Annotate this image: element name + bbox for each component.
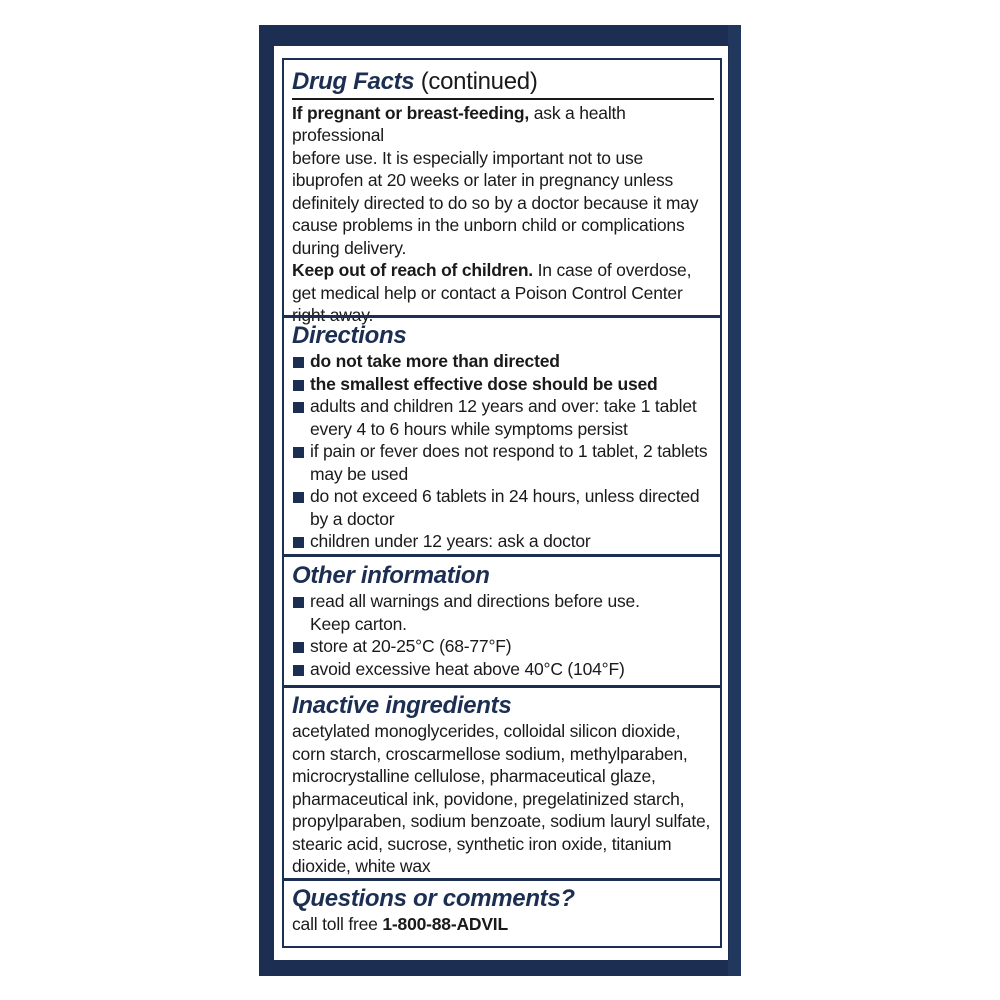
other-information-list — [292, 590, 712, 680]
list-item-text: store at 20-25°C (68-77°F) — [310, 636, 512, 656]
square-bullet-icon — [293, 537, 304, 548]
drug-facts-title-suffix: (continued) — [420, 68, 538, 95]
square-bullet-icon — [293, 642, 304, 653]
section-divider — [284, 685, 720, 688]
questions-text — [292, 913, 712, 936]
pregnancy-warning-line: during delivery. — [292, 237, 407, 258]
pregnancy-warning-line: ibuprofen at 20 weeks or later in pregnancy unless — [292, 170, 674, 190]
list-item-text: adults and children 12 years and over: take 1 tablet — [310, 396, 697, 416]
list-item — [292, 590, 712, 635]
ingredients-line: pharmaceutical ink, povidone, pregelatinized starch, — [292, 788, 685, 809]
list-item — [292, 530, 712, 553]
toll-free-phone: 1-800-88-ADVIL — [382, 914, 508, 934]
keep-out-warning-line: In case of overdose, — [532, 260, 692, 280]
drug-facts-section — [284, 68, 720, 327]
inactive-ingredients-text — [292, 720, 712, 878]
section-divider — [284, 554, 720, 557]
list-item-text: by a doctor — [310, 508, 395, 529]
ingredients-line: stearic acid, sucrose, synthetic iron oxide, titanium — [292, 833, 672, 854]
square-bullet-icon — [293, 597, 304, 608]
section-divider — [284, 315, 720, 318]
square-bullet-icon — [293, 492, 304, 503]
pregnancy-warning-line: cause problems in the unborn child or complications — [292, 215, 685, 235]
pregnancy-warning — [292, 102, 712, 260]
other-information-heading: Other information — [292, 562, 490, 589]
carton-edge — [728, 25, 741, 976]
inactive-ingredients-section — [284, 692, 720, 878]
list-item-text: read all warnings and directions before use. — [310, 591, 640, 611]
list-item-text: do not take more than directed — [310, 351, 560, 371]
keep-out-warning-lead: Keep out of reach of children. — [292, 260, 533, 280]
list-item — [292, 350, 712, 373]
keep-out-warning-line: get medical help or contact a Poison Control Center — [292, 282, 683, 303]
ingredients-line: microcrystalline cellulose, pharmaceutical glaze, — [292, 766, 656, 786]
pregnancy-warning-line: ask a health professional — [292, 102, 626, 145]
directions-section — [284, 322, 720, 553]
list-item-text: children under 12 years: ask a doctor — [310, 531, 591, 551]
list-item-text: avoid excessive heat above 40°C (104°F) — [310, 658, 625, 679]
ingredients-line: acetylated monoglycerides, colloidal silicon dioxide, — [292, 721, 681, 741]
questions-prefix: call toll free — [292, 914, 383, 934]
pregnancy-warning-line: before use. It is especially important not to use — [292, 147, 644, 168]
list-item — [292, 485, 712, 530]
list-item — [292, 440, 712, 485]
square-bullet-icon — [293, 447, 304, 458]
section-divider — [284, 878, 720, 881]
ingredients-line: propylparaben, sodium benzoate, sodium lauryl sulfate, — [292, 811, 711, 831]
inactive-ingredients-heading: Inactive ingredients — [292, 692, 512, 719]
drug-facts-heading — [292, 68, 712, 96]
square-bullet-icon — [293, 380, 304, 391]
drug-facts-label — [282, 58, 722, 948]
square-bullet-icon — [293, 665, 304, 676]
list-item — [292, 635, 712, 658]
ingredients-line: dioxide, white wax — [292, 856, 431, 876]
square-bullet-icon — [293, 402, 304, 413]
list-item — [292, 658, 712, 681]
ingredients-line: corn starch, croscarmellose sodium, methylparaben, — [292, 743, 688, 764]
list-item — [292, 373, 712, 396]
heading-rule — [292, 98, 714, 100]
questions-heading: Questions or comments? — [292, 885, 575, 912]
directions-list — [292, 350, 712, 553]
list-item-text: if pain or fever does not respond to 1 tablet, 2 tablets — [310, 441, 708, 461]
directions-heading: Directions — [292, 322, 407, 349]
list-item-text: Keep carton. — [310, 613, 407, 634]
list-item-text: do not exceed 6 tablets in 24 hours, unless directed — [310, 486, 700, 506]
drug-facts-title: Drug Facts — [292, 68, 415, 95]
list-item-text: may be used — [310, 463, 408, 484]
pregnancy-warning-line: definitely directed to do so by a doctor because it may — [292, 192, 699, 213]
questions-section — [284, 885, 720, 936]
square-bullet-icon — [293, 357, 304, 368]
list-item-text: the smallest effective dose should be used — [310, 373, 658, 394]
pregnancy-warning-lead: If pregnant or breast-feeding, — [292, 102, 530, 123]
other-information-section — [284, 562, 720, 680]
list-item-text: every 4 to 6 hours while symptoms persist — [310, 418, 628, 439]
list-item — [292, 395, 712, 440]
